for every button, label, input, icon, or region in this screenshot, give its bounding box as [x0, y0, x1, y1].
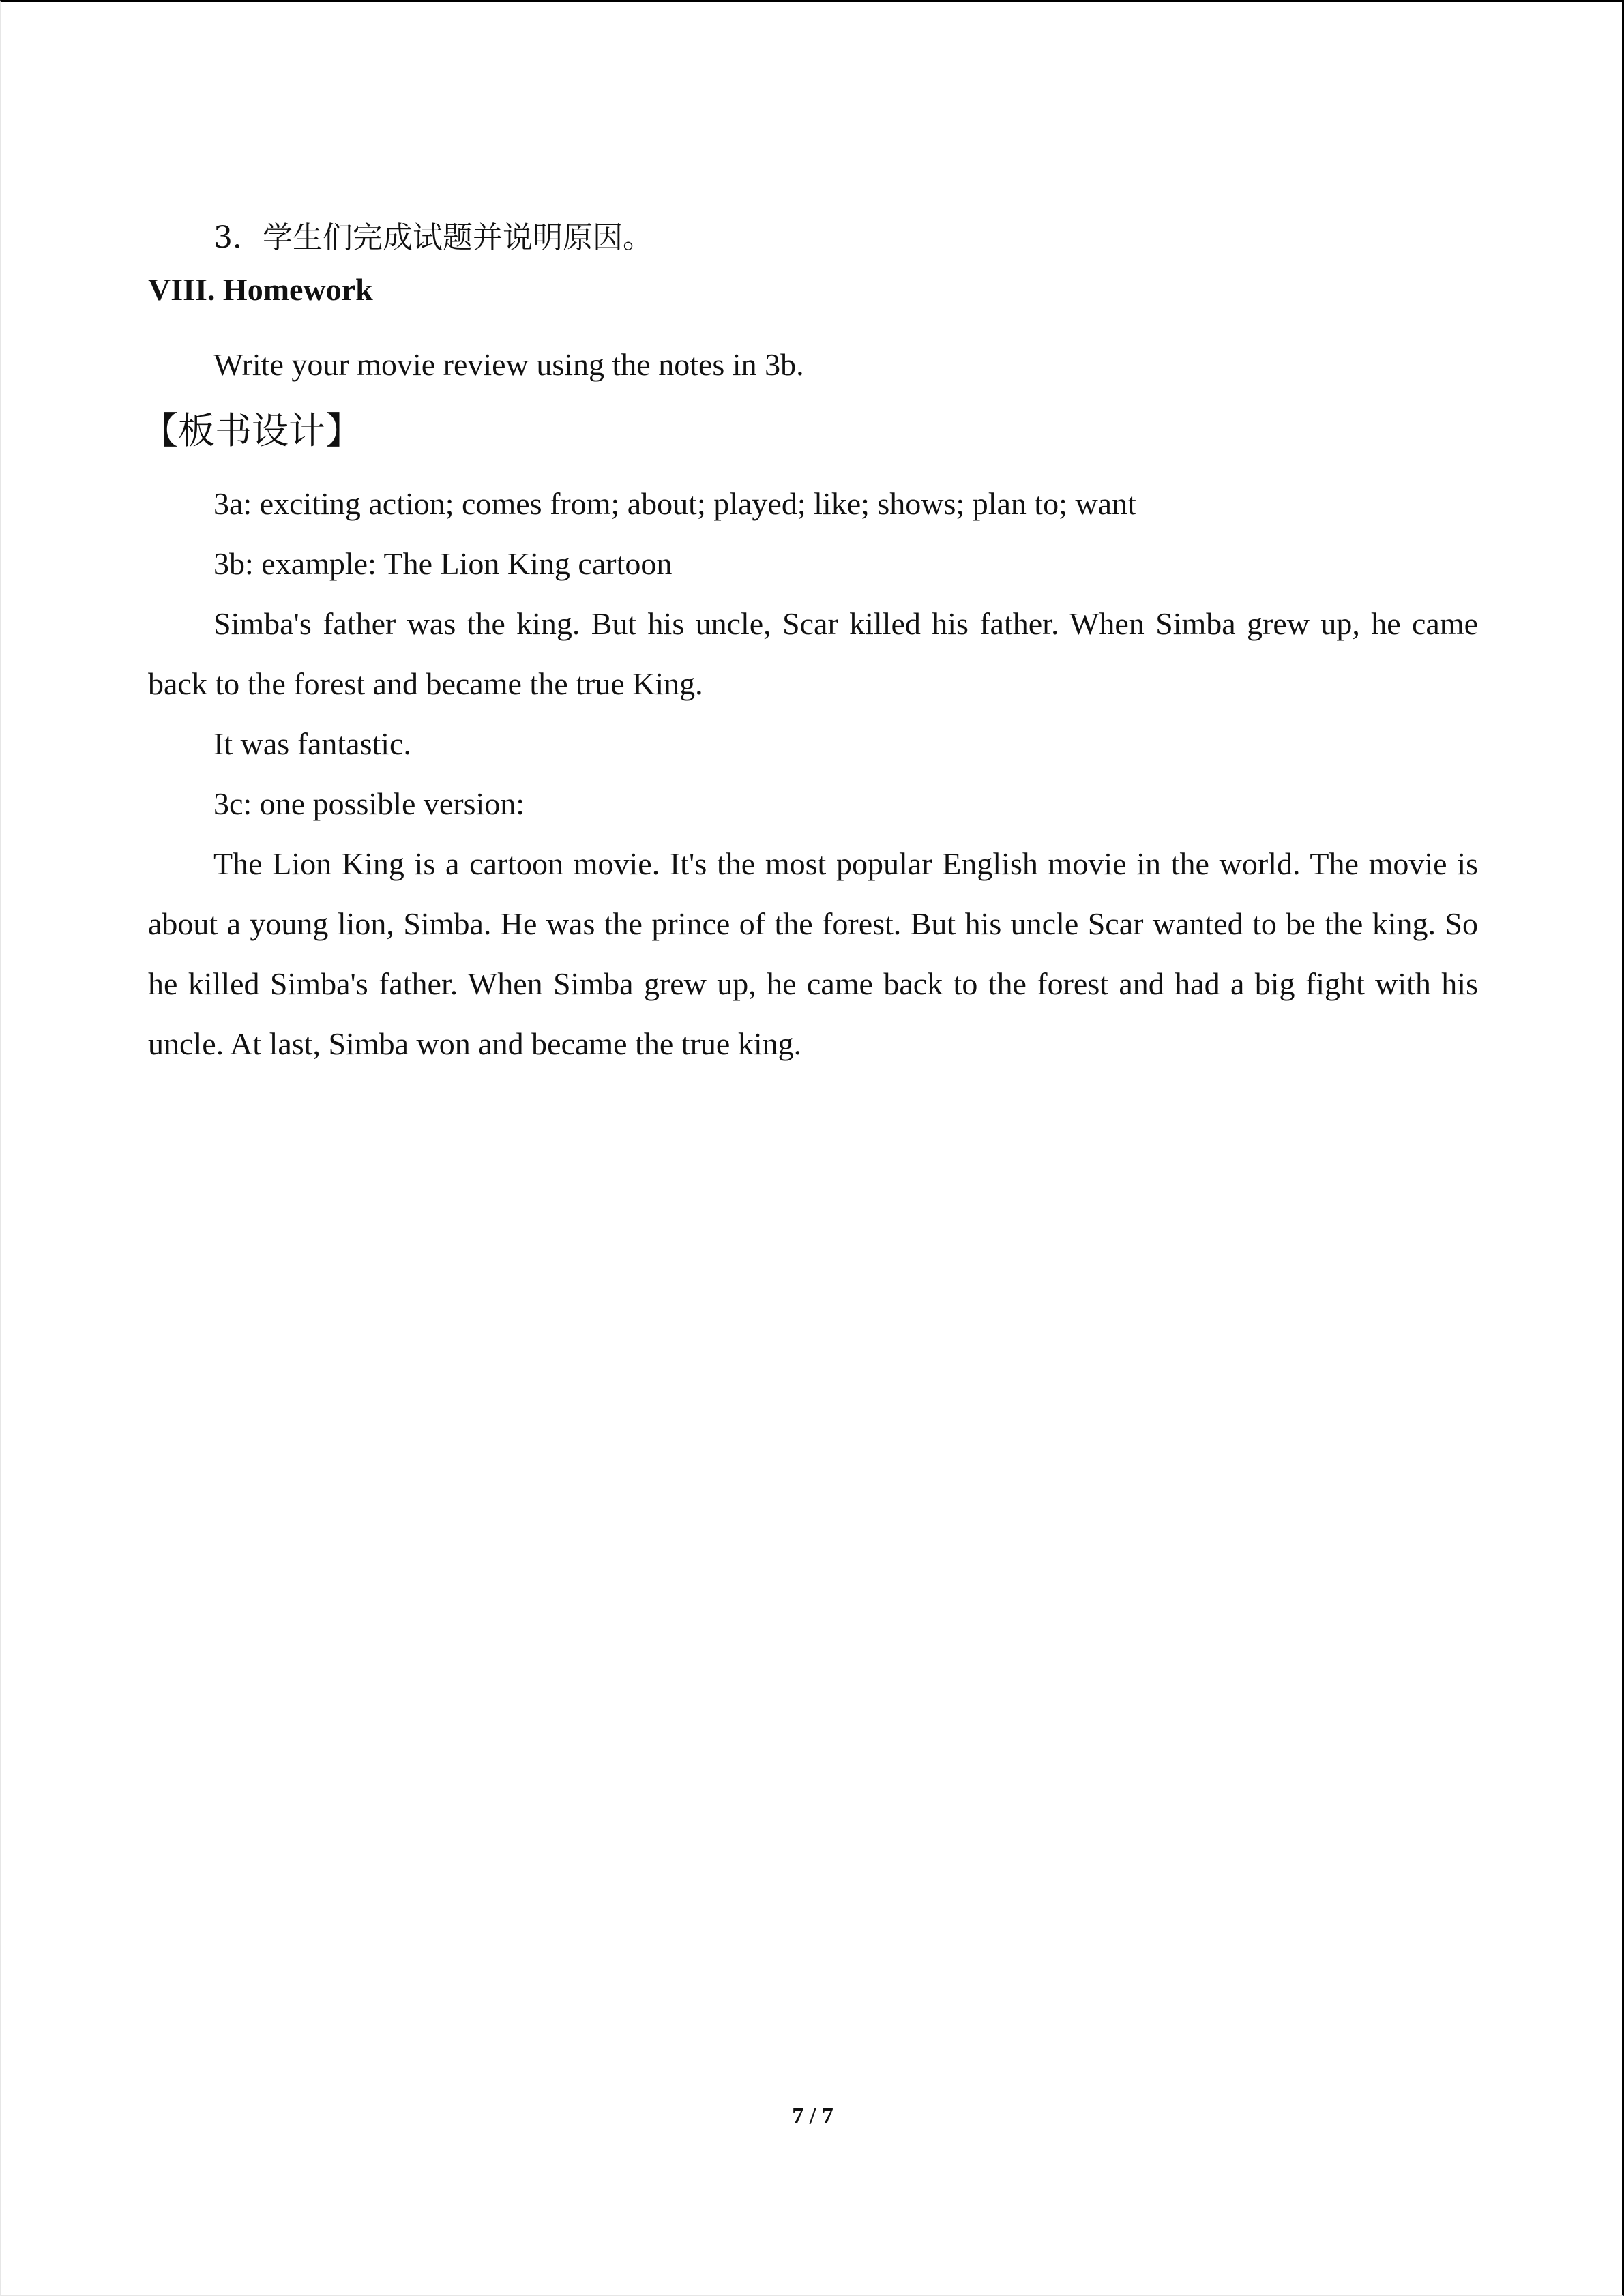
board-line-3b: 3b: example: The Lion King cartoon — [213, 546, 673, 581]
homework-heading: VIII. Homework — [148, 272, 373, 307]
board-design-heading: 【板书设计】 — [141, 409, 362, 452]
homework-text: Write your movie review using the notes in 3b. — [213, 347, 804, 382]
page-number: 7 / 7 — [792, 2104, 833, 2129]
page-content — [141, 213, 1478, 1074]
fantastic-line: It was fantastic. — [213, 726, 411, 761]
board-line-3c: 3c: one possible version: — [213, 786, 525, 821]
version-paragraph: The Lion King is a cartoon movie. It's the most popular English movie in the world. The movie is about a young lion, Simba. He was the prince of the forest. But his uncle Scar wanted to be the king. So he killed Simba's father. When Simba grew up, he came back to the forest and had a big fight with his uncle. At last, Simba won and became the true king. — [148, 846, 1478, 1061]
simba-paragraph: Simba's father was the king. But his uncle, Scar killed his father. When Simba grew up, he came back to the forest and became the true King. — [148, 606, 1478, 701]
board-line-3a: 3a: exciting action; comes from; about; played; like; shows; plan to; want — [213, 486, 1136, 521]
step-item-3: 3．学生们完成试题并说明原因。 — [213, 220, 653, 255]
